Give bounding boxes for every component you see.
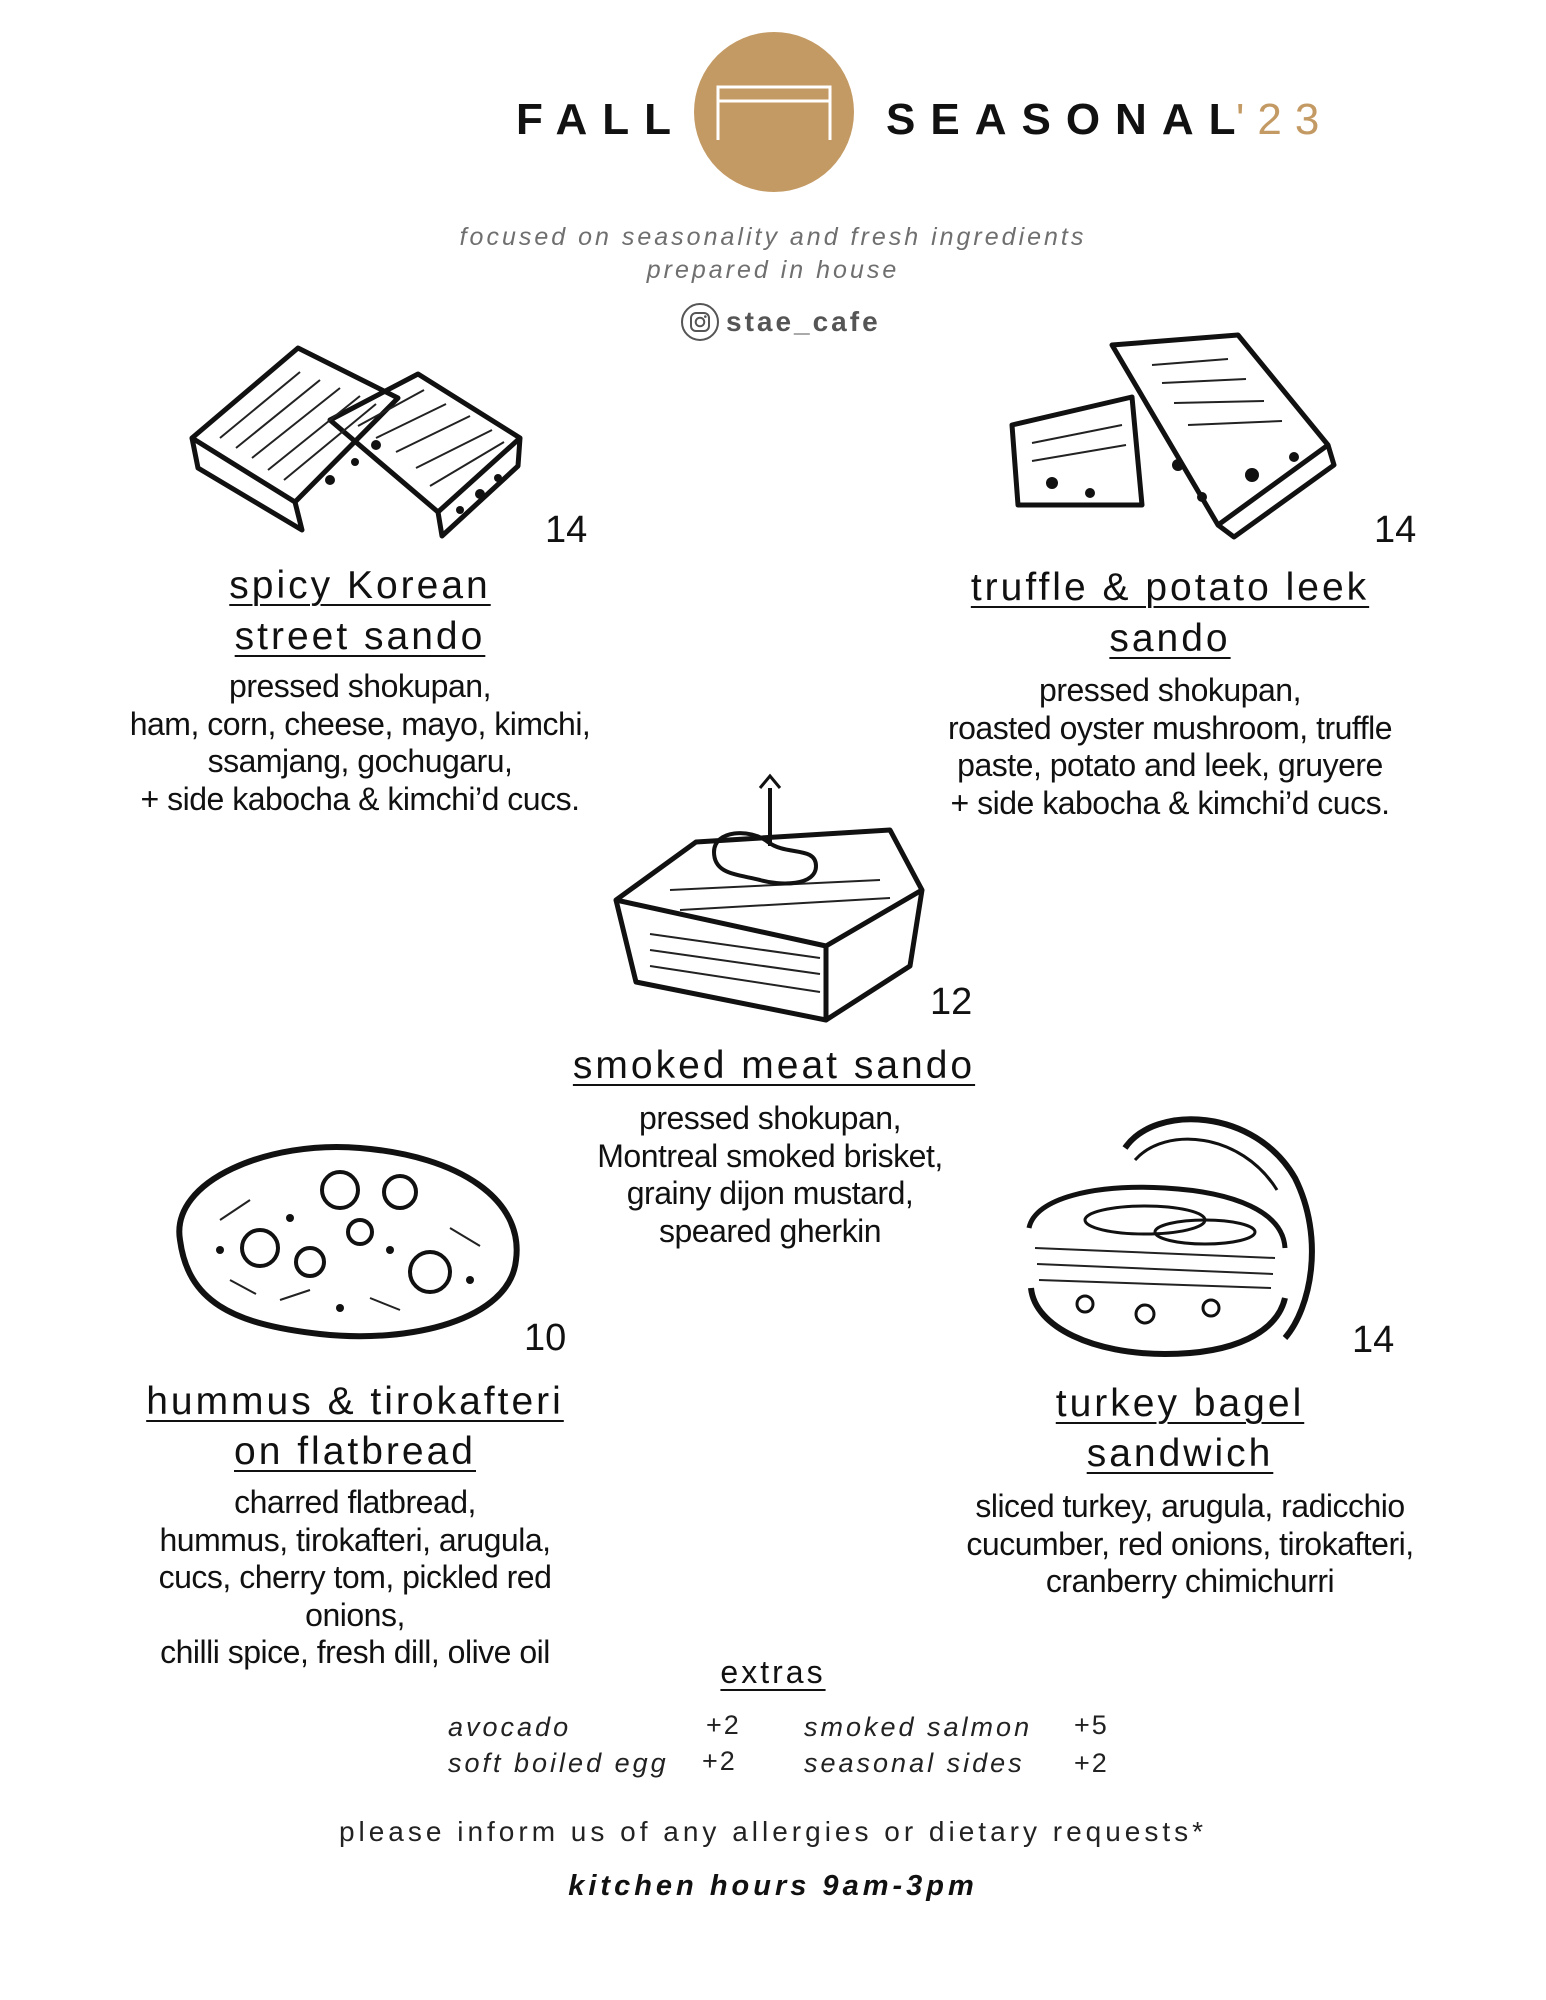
item-title-flatbread-line-1: hummus & tirokafteri <box>146 1380 564 1423</box>
item-price-flatbread: 10 <box>524 1317 567 1359</box>
item-description-truffle: pressed shokupan, roasted oyster mushroom, truffle paste, potato and leek, gruyere + side kabocha & kimchi’d cucs. <box>947 672 1393 821</box>
extra-name-seasonal-sides: seasonal sides <box>804 1748 1025 1778</box>
item-description-korean: pressed shokupan, ham, corn, cheese, mayo, kimchi, ssamjang, gochugaru, + side kabocha & kimchi’d cucs. <box>129 668 591 817</box>
item-title-korean-line-2: street sando <box>234 615 486 658</box>
cafe-logo <box>694 32 854 192</box>
item-title-smoked-meat: smoked meat sando <box>572 1044 976 1087</box>
item-title-truffle-line-2: sando <box>1109 617 1231 660</box>
kitchen-hours: kitchen hours 9am-3pm <box>568 1870 978 1902</box>
extra-price-seasonal-sides: +2 <box>1074 1748 1109 1778</box>
item-title-turkey-line-1: turkey bagel <box>1055 1382 1305 1425</box>
item-price-smoked-meat: 12 <box>930 981 973 1023</box>
extra-name-soft-boiled-egg: soft boiled egg <box>448 1748 669 1778</box>
extra-price-smoked-salmon: +5 <box>1074 1710 1109 1740</box>
item-description-flatbread: charred flatbread, hummus, tirokafteri, arugula, cucs, cherry tom, pickled red onions, chilli spice, fresh dill, olive oil <box>158 1484 552 1670</box>
title-seasonal: SEASONAL <box>886 95 1251 144</box>
instagram-icon <box>680 302 720 342</box>
item-description-smoked-meat: pressed shokupan, Montreal smoked brisket, grainy dijon mustard, speared gherkin <box>597 1100 943 1249</box>
extra-price-avocado: +2 <box>706 1710 741 1740</box>
smoked-meat-sando-sketch <box>610 770 930 1030</box>
allergy-note: please inform us of any allergies or dietary requests* <box>338 1816 1208 1847</box>
bench-logo-icon <box>694 32 854 192</box>
extra-name-avocado: avocado <box>448 1712 572 1742</box>
tagline-line-2: prepared in house <box>646 256 900 284</box>
truffle-sando-sketch <box>1002 325 1342 540</box>
korean-sando-sketch <box>180 330 530 545</box>
extra-price-soft-boiled-egg: +2 <box>702 1746 737 1776</box>
item-price-turkey: 14 <box>1352 1319 1395 1361</box>
title-year: '23 <box>1236 95 1333 144</box>
item-description-turkey: sliced turkey, arugula, radicchio cucumber, red onions, tirokafteri, cranberry chimichurri <box>966 1488 1414 1599</box>
item-title-flatbread-line-2: on flatbread <box>234 1430 476 1473</box>
item-title-korean-line-1: spicy Korean <box>229 564 491 607</box>
extra-name-smoked-salmon: smoked salmon <box>804 1712 1033 1742</box>
item-price-korean: 14 <box>545 509 588 551</box>
instagram-link[interactable] <box>680 302 881 342</box>
turkey-bagel-sketch <box>1015 1108 1325 1368</box>
item-title-truffle-line-1: truffle & potato leek <box>970 566 1370 609</box>
item-title-turkey-line-2: sandwich <box>1086 1432 1274 1475</box>
item-price-truffle: 14 <box>1374 509 1417 551</box>
title-fall: FALL <box>516 95 686 144</box>
flatbread-sketch <box>160 1130 530 1350</box>
instagram-handle: stae_cafe <box>726 306 881 337</box>
extras-heading: extras <box>720 1654 826 1690</box>
tagline-line-1: focused on seasonality and fresh ingredients <box>459 223 1087 251</box>
